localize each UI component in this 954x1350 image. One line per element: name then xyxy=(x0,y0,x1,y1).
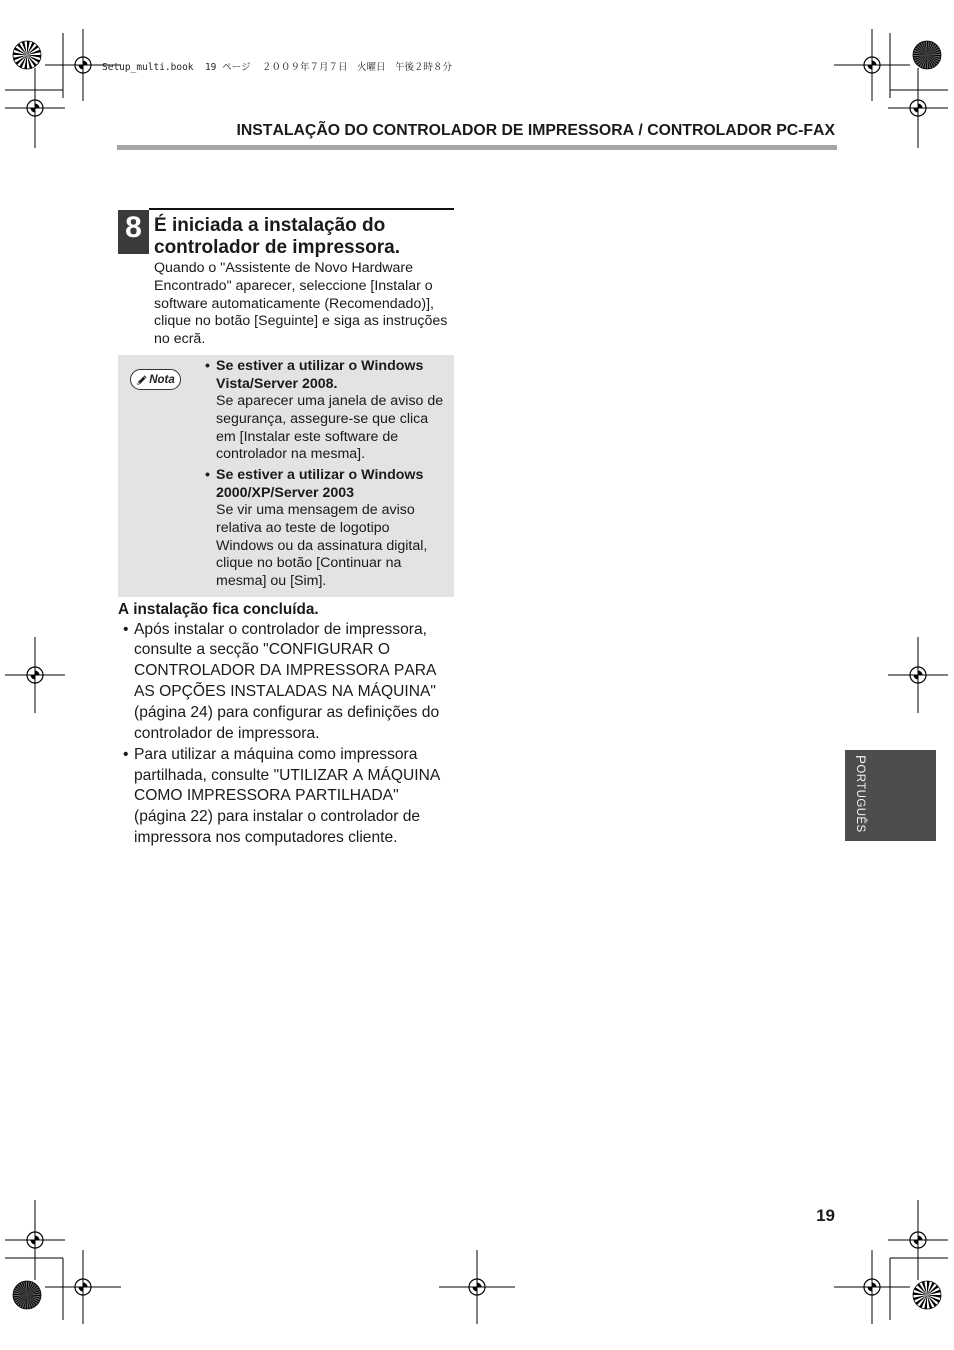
registration-mark xyxy=(888,1200,948,1280)
list-item xyxy=(118,745,450,849)
step-number: 8 xyxy=(125,211,142,244)
note-item-heading: Se estiver a utilizar o Windows Vista/Server 2008. xyxy=(216,358,424,392)
list-item-text: Após instalar o controlador de impressora, consulte a secção "CONFIGURAR O CONTROLADOR DA IMPRESSORA PARA AS OPÇÕES INSTALADAS NA MÁQUINA" (página 24) para configurar as definições do controlador de impressora. xyxy=(134,620,440,742)
registration-mark xyxy=(5,68,65,148)
step-instructions: Quando o "Assistente de Novo Hardware Encontrado" aparecer, seleccione [Instalar o software automaticamente (Recomendado)], clique no botão [Seguinte] e siga as instruções no ecrã. xyxy=(154,260,448,347)
registration-mark xyxy=(5,637,65,713)
starburst-mark xyxy=(13,41,41,69)
note-badge-label: Nota xyxy=(149,373,175,386)
bullet-glyph: • xyxy=(123,620,129,638)
starburst-mark xyxy=(913,1281,941,1309)
list-item-text: Para utilizar a máquina como impressora partilhada, consulte "UTILIZAR A MÁQUINA COMO IMPRESSORA PARTILHADA" (página 22) para instalar o controlador de impressora nos computadores cliente. xyxy=(134,745,441,847)
bullet-glyph: • xyxy=(205,358,210,375)
language-side-tab xyxy=(845,750,936,841)
note-item xyxy=(205,467,447,590)
note-list xyxy=(205,358,447,590)
registration-mark xyxy=(834,1250,910,1324)
note-badge xyxy=(130,369,181,390)
header-rule xyxy=(117,145,837,150)
registration-mark xyxy=(45,1250,121,1324)
note-item-text: Se aparecer uma janela de aviso de segurança, assegure-se que clica em [Instalar este software de controlador na mesma]. xyxy=(216,393,444,463)
note-item xyxy=(205,358,447,464)
registration-mark xyxy=(834,29,910,101)
bullet-glyph: • xyxy=(123,745,129,763)
note-box xyxy=(118,355,454,597)
note-item-heading: Se estiver a utilizar o Windows 2000/XP/Server 2003 xyxy=(216,467,424,501)
section-header: INSTALAÇÃO DO CONTROLADOR DE IMPRESSORA / CONTROLADOR PC-FAX xyxy=(236,122,835,139)
registration-mark xyxy=(888,637,948,713)
completion-title: A instalação fica concluída. xyxy=(118,600,319,618)
completion-list xyxy=(118,620,454,849)
step-number-box xyxy=(118,210,149,254)
file-header: Setup_multi.book 19 ページ ２００９年７月７日 火曜日 午後２時８分 xyxy=(102,62,453,73)
page-number: 19 xyxy=(816,1206,835,1225)
step-rule xyxy=(149,208,454,210)
note-item-text: Se vir uma mensagem de aviso relativa ao teste de logotipo Windows ou da assinatura digital, clique no botão [Continuar na mesma] ou [Sim]. xyxy=(216,502,428,589)
starburst-mark xyxy=(913,41,941,69)
step-title: É iniciada a instalação do controlador de impressora. xyxy=(154,215,401,258)
registration-mark xyxy=(5,1200,65,1280)
list-item xyxy=(118,620,450,745)
language-tab-label: PORTUGUÊS xyxy=(853,755,868,833)
pencil-icon xyxy=(136,374,148,386)
registration-mark xyxy=(439,1250,515,1324)
bullet-glyph: • xyxy=(205,467,210,484)
starburst-mark xyxy=(13,1281,41,1309)
registration-mark xyxy=(888,68,948,148)
